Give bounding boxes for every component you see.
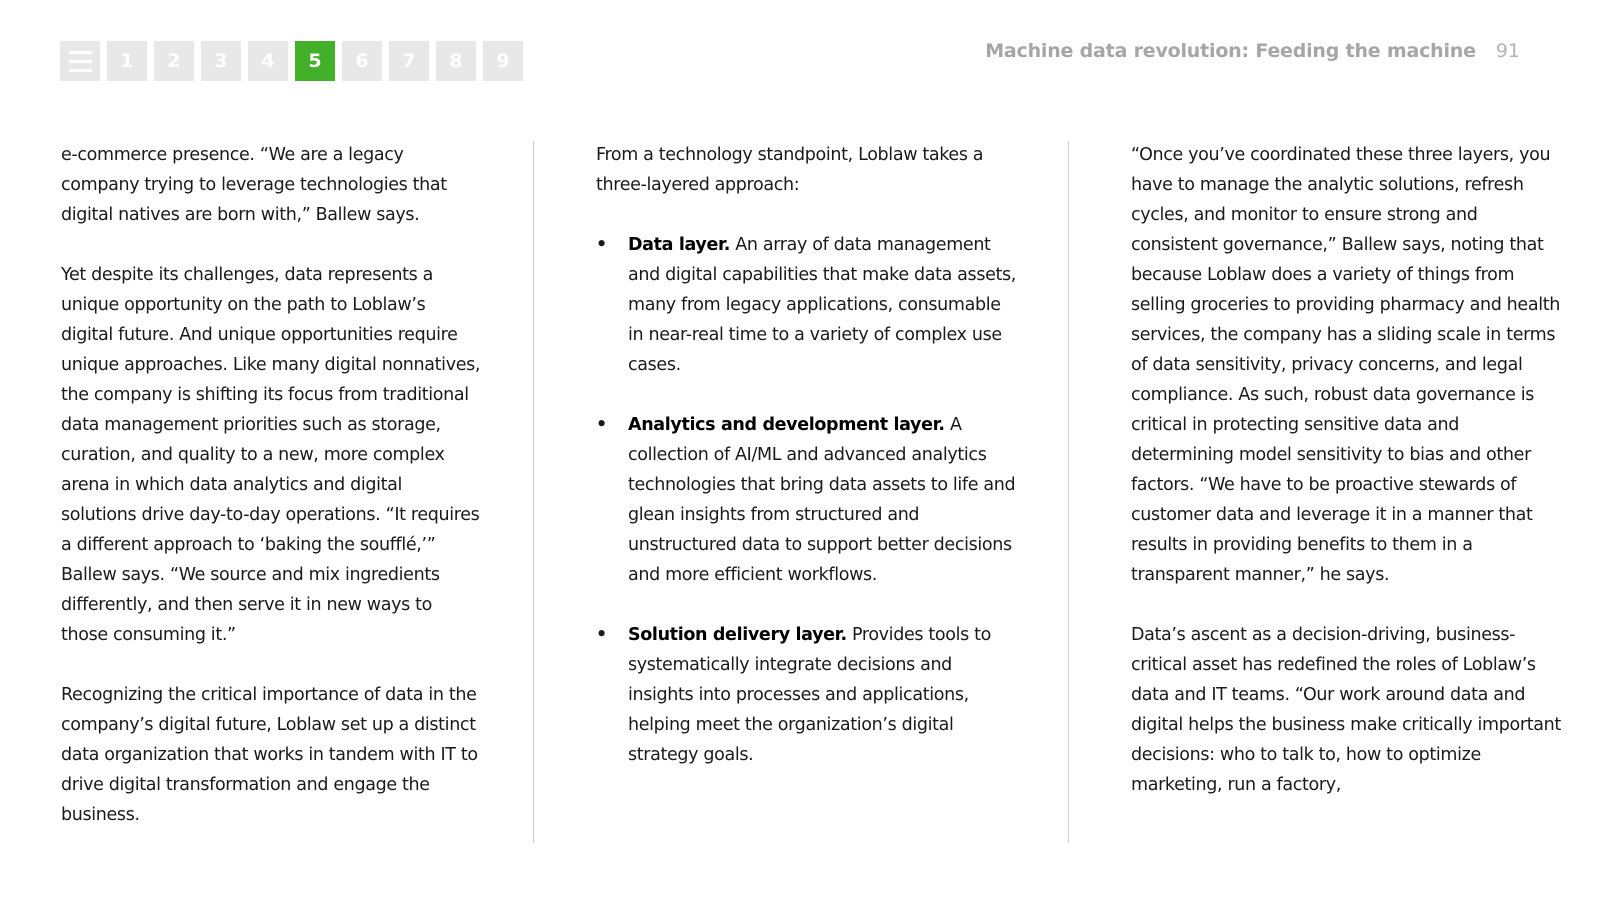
paragraph: e-commerce presence. “We are a legacy company trying to leverage technologies that digital natives are born with,” Ballew says. <box>61 145 447 225</box>
intro-paragraph: From a technology standpoint, Loblaw takes a three-layered approach: <box>596 145 984 195</box>
text-column-1 <box>61 140 481 860</box>
nav-page-5-button-active[interactable]: 5 <box>295 41 335 81</box>
document-title: Machine data revolution: Feeding the machine <box>985 40 1476 62</box>
paragraph: Recognizing the critical importance of data in the company’s digital future, Loblaw set up a distinct data organization that works in tandem with IT to drive digital transformation and engage the business. <box>61 685 478 825</box>
text-column-3 <box>1131 140 1561 830</box>
nav-page-4-button[interactable]: 4 <box>248 41 288 81</box>
list-item <box>596 620 1016 770</box>
page-header <box>985 40 1520 62</box>
page-navigation <box>60 41 523 81</box>
list-item <box>596 230 1016 380</box>
menu-button[interactable] <box>60 41 100 81</box>
bullet-icon: • <box>596 415 607 435</box>
bullet-icon: • <box>596 625 607 645</box>
column-divider <box>1068 141 1069 843</box>
nav-page-8-button[interactable]: 8 <box>436 41 476 81</box>
hamburger-menu-icon <box>69 51 92 72</box>
bullet-text: An array of data management and digital capabilities that make data assets, many from legacy applications, consumable in near-real time to a variety of complex use cases. <box>628 235 1016 375</box>
layers-bullet-list <box>596 230 1016 770</box>
bullet-title: Solution delivery layer. <box>628 625 847 645</box>
nav-page-2-button[interactable]: 2 <box>154 41 194 81</box>
bullet-text: A collection of AI/ML and advanced analytics technologies that bring data assets to life and glean insights from structured and unstructured data to support better decisions and more efficient workflows. <box>628 415 1016 585</box>
page-number: 91 <box>1495 40 1520 62</box>
nav-page-6-button[interactable]: 6 <box>342 41 382 81</box>
column-divider <box>533 141 534 843</box>
nav-page-3-button[interactable]: 3 <box>201 41 241 81</box>
nav-page-1-button[interactable]: 1 <box>107 41 147 81</box>
bullet-title: Analytics and development layer. <box>628 415 945 435</box>
paragraph: Yet despite its challenges, data represents a unique opportunity on the path to Loblaw’s digital future. And unique opportunities require unique approaches. Like many digital nonnatives, the company is shifting its focus from traditional data management priorities such as storage, curation, and quality to a new, more complex arena in which data analytics and digital solutions drive day-to-day operations. “It requires a different approach to ‘baking the soufflé,’” Ballew says. “We source and mix ingredients differently, and then serve it in new ways to those consuming it.” <box>61 265 481 645</box>
bullet-title: Data layer. <box>628 235 731 255</box>
nav-page-7-button[interactable]: 7 <box>389 41 429 81</box>
list-item <box>596 410 1016 590</box>
paragraph: Data’s ascent as a decision-driving, business-critical asset has redefined the roles of Loblaw’s data and IT teams. “Our work around data and digital helps the business make critically important decisions: who to talk to, how to optimize marketing, run a factory, <box>1131 625 1561 795</box>
paragraph: “Once you’ve coordinated these three layers, you have to manage the analytic solutions, refresh cycles, and monitor to ensure strong and consistent governance,” Ballew says, noting that because Loblaw does a variety of things from selling groceries to providing pharmacy and health services, the company has a sliding scale in terms of data sensitivity, privacy concerns, and legal compliance. As such, robust data governance is critical in protecting sensitive data and determining model sensitivity to bias and other factors. “We have to be proactive stewards of customer data and leverage it in a manner that results in providing benefits to them in a transparent manner,” he says. <box>1131 145 1560 585</box>
nav-page-9-button[interactable]: 9 <box>483 41 523 81</box>
text-column-2 <box>596 140 1016 800</box>
bullet-text: Provides tools to systematically integrate decisions and insights into processes and applications, helping meet the organization’s digital strategy goals. <box>628 625 991 765</box>
bullet-icon: • <box>596 235 607 255</box>
